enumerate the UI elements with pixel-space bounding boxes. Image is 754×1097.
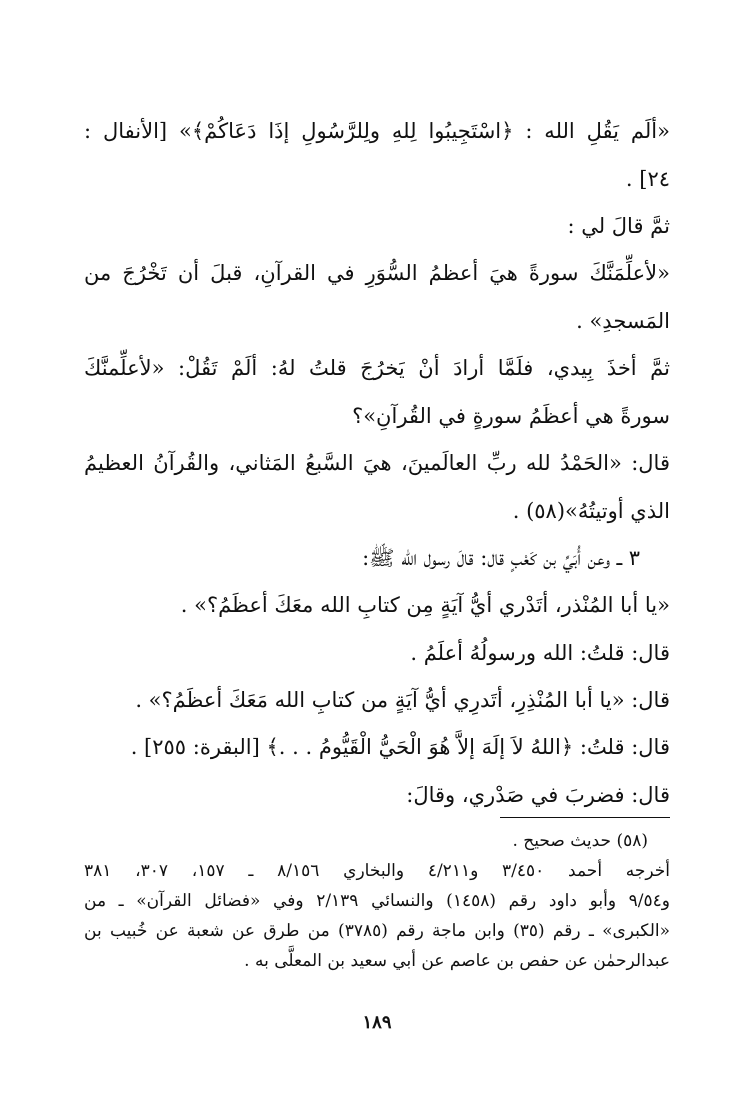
- text-line-9: الذي أوتيتُهُ»(٥٨) .: [512, 499, 670, 523]
- text-line-4: «لأعلِّمَنَّكَ سورةً هيَ أعظمُ السُّوَرِ في القرآنِ، قبلَ أن تَخْرُجَ من: [84, 261, 670, 285]
- text-line-1: «ألَم يَقُلِ الله : ﴿اسْتَجِيبُوا لِلهِ ولِلرَّسُولِ إذَا دَعَاكُمْ﴾» [الأنفال :: [84, 119, 670, 143]
- text-line-11: «يا أبا المُنْذر، أتَدْري أيُّ آيَةٍ مِن كتابِ الله معَكَ أعظَمُ؟» .: [180, 593, 670, 617]
- text-line-13: قال: «يا أبا المُنْذِرِ، أتَدرِي أيُّ آيَةٍ من كتابِ الله مَعَكَ أعظَمُ؟» .: [135, 688, 670, 712]
- text-line-3: ثمَّ قالَ لي :: [567, 214, 670, 238]
- text-line-6: ثمَّ أخذَ بِيدي، فلَمَّا أرادَ أنْ يَخرُجَ قلتُ لهُ: ألَمْ تَقُلْ: «لأعلِّمنَّكَ: [84, 356, 670, 380]
- text-line-8: قال: «الحَمْدُ لله ربِّ العالَمينَ، هيَ السَّبعُ المَثاني، والقُرآنُ العظيمُ: [84, 451, 670, 475]
- footnote-line-4: عبدالرحمٰن عن حفص بن عاصم عن أبي سعيد بن المعلَّى به .: [244, 951, 670, 971]
- footnote-line-2: و٩/٥٤ وأبو داود رقم (١٤٥٨) والنسائي ٢/١٣٩ وفي «فضائل القرآن» ـ من: [84, 891, 670, 911]
- footnote-line-3: «الكبرى» ـ رقم (٣٥) وابن ماجة رقم (٣٧٨٥) من طرق عن شعبة عن خُبيب بن: [84, 921, 671, 941]
- footnote-line-1: أخرجه أحمد ٣/٤٥٠ و٤/٢١١ والبخاري ٨/١٥٦ ـ ١٥٧، ٣٠٧، ٣٨١: [84, 861, 671, 881]
- footnote-divider: [500, 817, 670, 818]
- page-number: ١٨٩: [362, 1012, 392, 1033]
- text-line-15: قال: فضربَ في صَدْري، وقالَ:: [406, 783, 670, 807]
- text-line-5: المَسجدِ» .: [576, 309, 670, 333]
- footnotes: [84, 826, 670, 976]
- text-line-10: ٣ ــ وعن أُبَيِّ بن كَعْبٍ قال: قالَ رسول الله ﷺ:: [362, 546, 640, 570]
- text-line-2: ٢٤] .: [625, 167, 670, 191]
- main-text: [84, 112, 670, 810]
- text-line-12: قال: قلتُ: الله ورسولُهُ أعلَمُ .: [410, 641, 670, 665]
- footnote-heading: (٥٨) حديث صحيح .: [512, 831, 648, 851]
- text-line-14: قال: قلتُ: ﴿اللهُ لاَ إلَهَ إلاَّ هُوَ الْحَيُّ الْقَيُّومُ . . .﴾ [البقرة: ٢٥٥] .: [130, 735, 670, 759]
- text-line-7: سورةً هي أعظَمُ سورةٍ في القُرآنِ»؟: [352, 404, 670, 428]
